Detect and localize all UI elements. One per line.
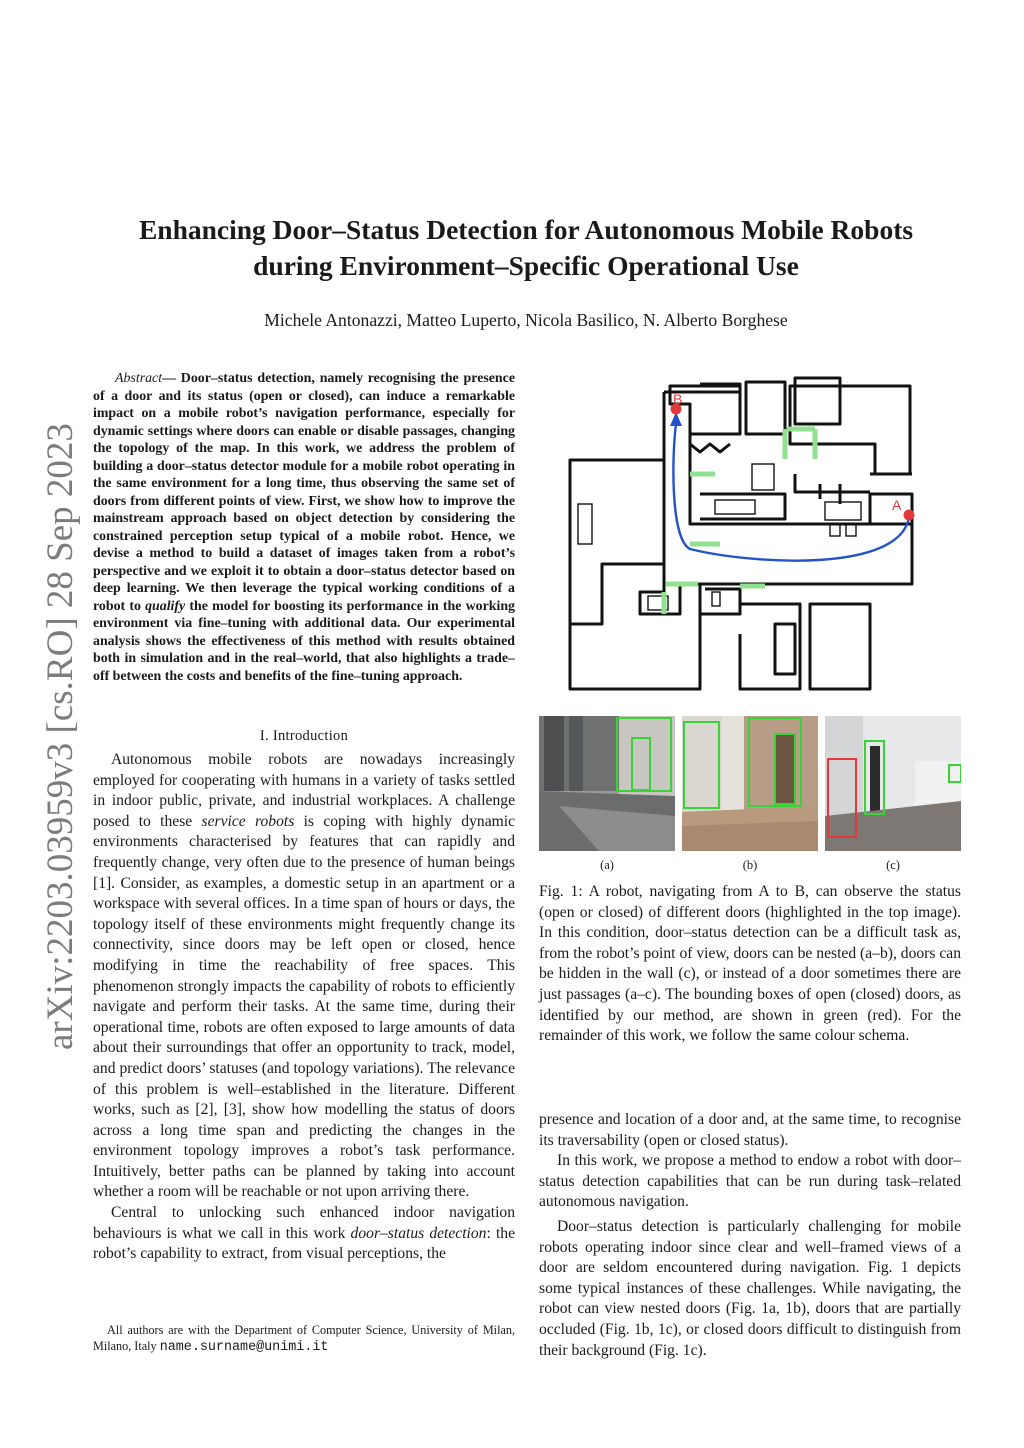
abstract-text-2: the model for boosting its performance in the working environment via fine–tuning with additional data. Our experimental analysis shows the effectiveness of this method with results obtained both in simulation and in the real–world, that also highlights a trade–off between the costs and benefits of the fine–tuning approach. [93,598,515,684]
paper-title [80,212,972,284]
author-list: Michele Antonazzi, Matteo Luperto, Nicola Basilico, N. Alberto Borghese [264,310,788,330]
introduction-body [93,750,515,1265]
intro-paragraph-1: Autonomous mobile robots are nowadays increasingly employed for cooperating with humans in a variety of tasks settled in indoor public, private, and industrial workplaces. A challenge posed to these service robots is coping with highly dynamic environments characterised by features that can rapidly and frequently change, very often due to the presence of human beings [1]. Consider, as examples, a domestic setup in an apartment or a workspace with several offices. In a time span of hours or days, the topology itself of these environments might frequently change its connectivity, since doors may be left open or closed, hence modifying in time the reachability of free spaces. This phenomenon strongly impacts the capability of robots to efficiently navigate and perform their tasks. At the same time, during their operational time, robots are often exposed to large amounts of data about their surroundings that offer an opportunity to track, model, and predict doors’ statuses (and topology variations). The relevance of this problem is well–established in the literature. Different works, such as [2], [3], show how modelling the status of doors across a long time span and predicting the changes in the environment topology improves a robot’s task performance. Intuitively, better paths can be planned by taking into account whether a room will be reachable or not upon arriving there. [93,751,515,1201]
title-line-2: during Environment–Specific Operational Use [253,250,799,281]
abstract-emphasis: qualify [145,598,186,614]
map-walls [570,378,912,689]
right-paragraph-1: presence and location of a door and, at the same time, to recognise its traversability (open or closed status). [539,1111,961,1149]
right-paragraph-2: In this work, we propose a method to endow a robot with door–status detection capabilities that can be run during task–related autonomous navigation. [539,1152,961,1211]
map-label-b: B [673,391,683,407]
map-label-a: A [892,497,902,513]
arxiv-identifier: arXiv:2203.03959v3 [cs.RO] 28 Sep 2023 [40,423,81,1050]
robot-view-photo-a [539,716,675,851]
subfigure-label-b: (b) [742,858,758,872]
subfigure-label-a: (a) [600,858,614,872]
robot-view-photo-c [825,716,961,851]
author-email: name.surname@unimi.it [159,1340,329,1355]
right-paragraph-3: Door–status detection is particularly challenging for mobile robots operating indoor since clear and well–framed views of a door are seldom encountered during navigation. Fig. 1 depicts some typical instances of these challenges. While navigating, the robot can view nested doors (Fig. 1a, 1b), doors that are partially occluded (Fig. 1b, 1c), or closed doors difficult to distinguish from their background (Fig. 1c). [539,1217,961,1359]
door-passages [664,429,815,614]
figure-caption: Fig. 1: A robot, navigating from A to B, can observe the status (open or closed) of different doors (highlighted in the top image). In this condition, door–status detection can be a difficult task as, from the robot’s point of view, doors can be nested (a–b), doors can be hidden in the wall (c), or instead of a door sometimes there are just passages (a–c). The bounding boxes of open (closed) doors, as identified by our method, are shown in green (red). For the remainder of this work, we follow the same colour schema. [539,883,961,1045]
subfigure-label-c: (c) [886,858,900,872]
section-heading-introduction: I. Introduction [259,728,349,744]
abstract-label: Abstract [115,371,163,386]
robot-view-photo-b [682,716,818,851]
abstract [93,370,515,685]
right-column-body [539,1110,961,1361]
floor-map-figure [540,374,960,694]
title-line-1: Enhancing Door–Status Detection for Autonomous Mobile Robots [138,214,914,245]
start-point-marker [904,510,915,521]
abstract-text-1: — Door–status detection, namely recognising the presence of a door and its status (open or closed), can induce a remarkable impact on a mobile robot’s navigation performance, especially for dynamic settings where doors can enable or disable passages, changing the topology of the map. In this work, we address the problem of building a door–status detector module for a mobile robot operating in the same environment for a long time, thus observing the same set of doors from different points of view. First, we show how to improve the mainstream approach based on object detection by considering the constrained perception setup typical of a mobile robot. Hence, we devise a method to build a dataset of images taken from a robot’s perspective and we exploit it to obtain a door–status detector based on deep learning. We then leverage the typical working conditions of a robot to [93,371,515,614]
author-affiliation-footnote: All authors are with the Department of Computer Science, University of Milan, Milano, Italy name.surname@unimi.it [93,1323,515,1355]
intro-paragraph-2: Central to unlocking such enhanced indoor navigation behaviours is what we call in this work door–status detection: the robot’s capability to extract, from visual perceptions, the [93,1204,515,1263]
